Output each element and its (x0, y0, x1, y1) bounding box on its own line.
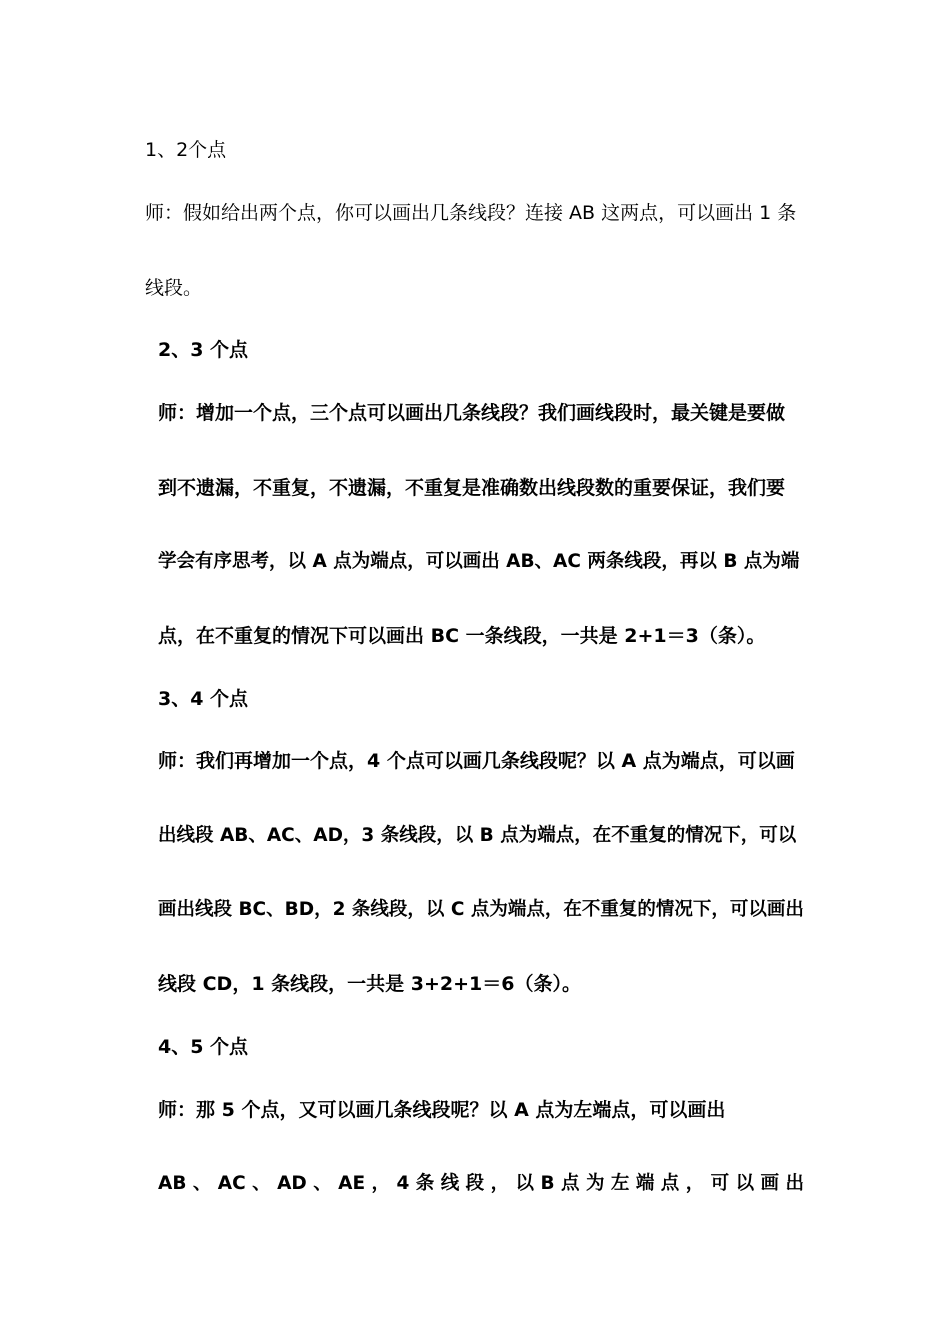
section-3-heading: 3、4 个点 (158, 688, 249, 710)
section-2-line-4: 点，在不重复的情况下可以画出 BC 一条线段，一共是 2+1＝3（条）。 (158, 625, 766, 647)
section-4-line-1: 师：那 5 个点，又可以画几条线段呢？以 A 点为左端点，可以画出 (158, 1099, 726, 1121)
section-3-line-4: 线段 CD，1 条线段，一共是 3+2+1＝6（条）。 (158, 973, 582, 995)
section-3-line-3: 画出线段 BC、BD，2 条线段，以 C 点为端点，在不重复的情况下，可以画出 (158, 899, 804, 920)
section-4-line-2: AB 、 AC 、 AD 、 AE ， 4 条 线 段 ， 以 B 点 为 左 端 点 ， 可 以 画 出 (158, 1173, 804, 1194)
section-4-heading: 4、5 个点 (158, 1036, 249, 1058)
section-1-line-1: 师：假如给出两个点，你可以画出几条线段？连接 AB 这两点，可以画出 1 条 (145, 202, 797, 224)
section-1-line-2: 线段。 (145, 277, 203, 299)
section-3-line-2: 出线段 AB、AC、AD，3 条线段，以 B 点为端点，在不重复的情况下，可以 (158, 825, 797, 846)
section-2-line-1: 师：增加一个点，三个点可以画出几条线段？我们画线段时，最关键是要做 (158, 402, 786, 424)
section-1-heading: 1、2个点 (145, 139, 227, 161)
section-2-line-2: 到不遗漏，不重复，不遗漏，不重复是准确数出线段数的重要保证，我们要 (158, 477, 786, 499)
section-2-heading: 2、3 个点 (158, 339, 249, 361)
section-2-line-3: 学会有序思考，以 A 点为端点，可以画出 AB、AC 两条线段，再以 B 点为端 (158, 551, 800, 572)
section-3-line-1: 师：我们再增加一个点，4 个点可以画几条线段呢？以 A 点为端点，可以画 (158, 750, 795, 772)
